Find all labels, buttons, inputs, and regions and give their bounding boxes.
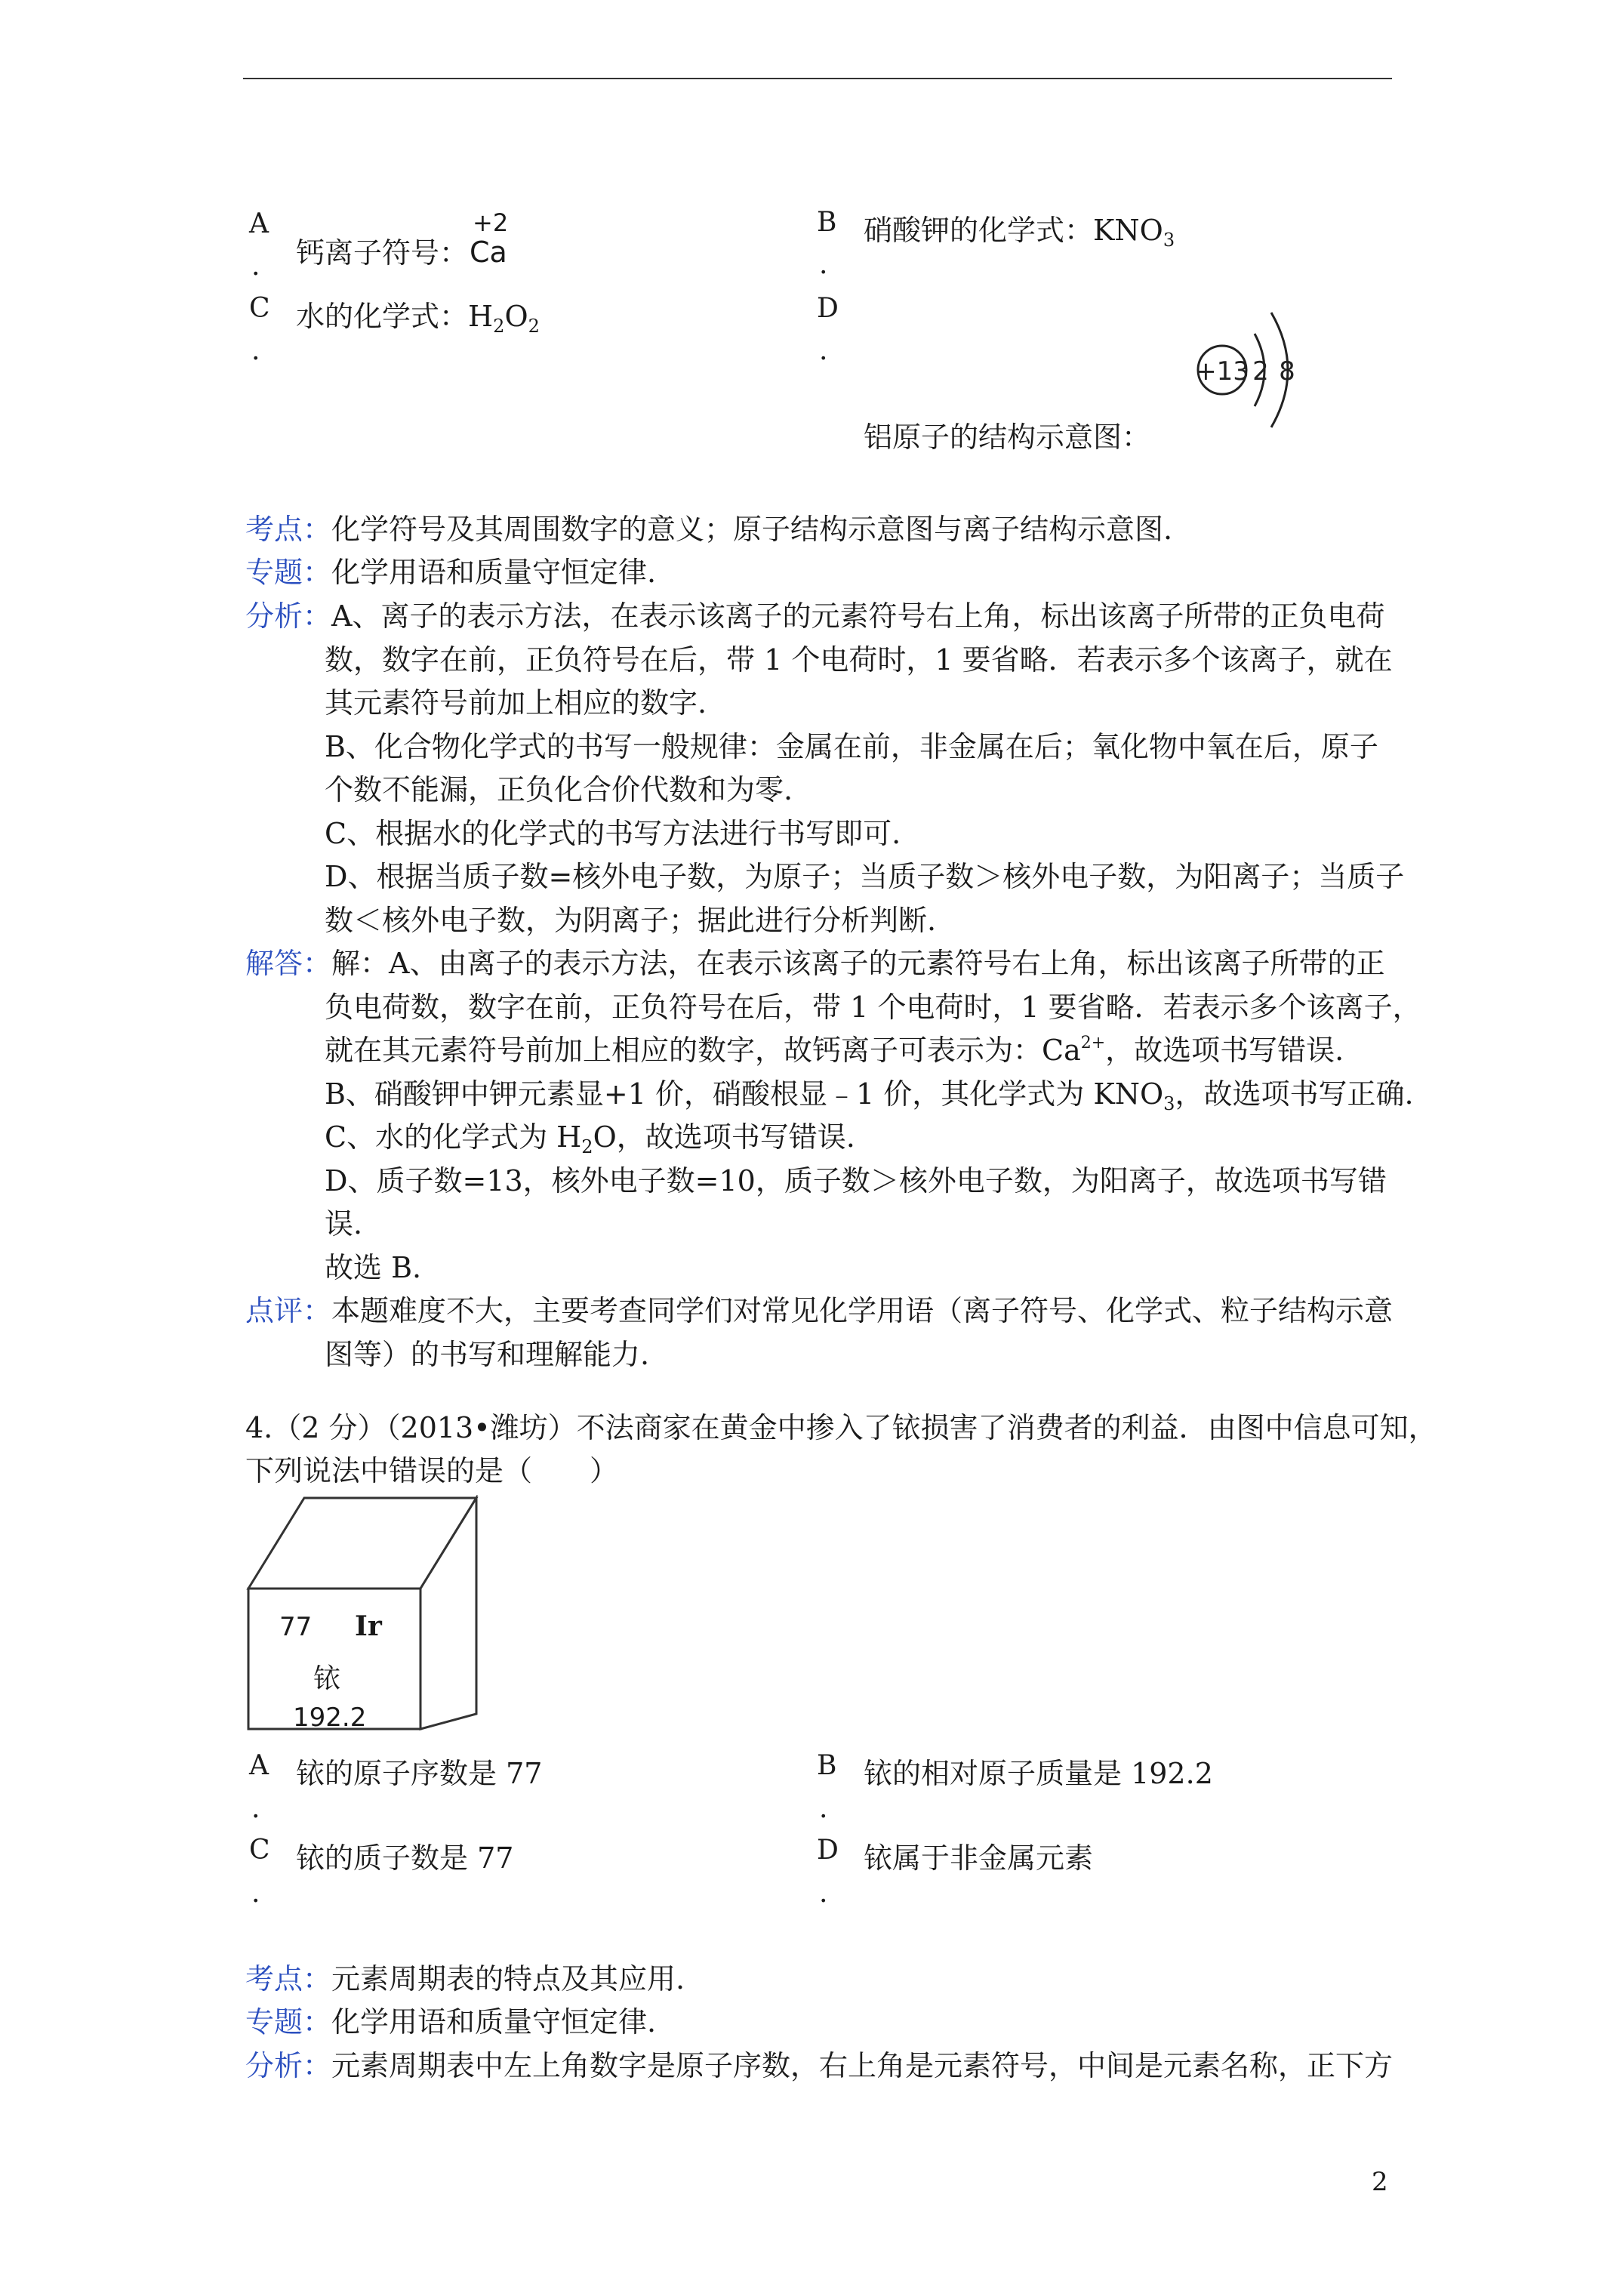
option-c-dot: . (251, 335, 260, 366)
q3-jieda-line-5: C、水的化学式为 $H_2O$，故选项书写错误. (325, 1120, 855, 1157)
q3-jieda-line-2: 负电荷数，数字在前，正负符号在后，带 1 个电荷时，1 要省略．若表示多个该离子， (325, 991, 1421, 1024)
kaodian-label: 考点： (245, 513, 332, 546)
q3-jieda-line-3: 就在其元素符号前加上相应的数字，故钙离子可表示为：$Ca^{2+}$，故选项书写错误. (325, 1034, 1344, 1067)
option-b-dot: . (819, 249, 828, 280)
q4-option-c-text: 铱的质子数是 77 (296, 1841, 514, 1875)
q4-zhuanti-line: 专题：化学用语和质量守恒定律. (245, 2005, 657, 2039)
q3-jieda-line-7: 误. (325, 1207, 363, 1240)
option-a-dot: . (251, 251, 260, 282)
q4-option-d-letter: D (817, 1835, 839, 1866)
element-symbol: Ir (355, 1610, 382, 1642)
header-rule (243, 78, 1392, 79)
q4-zhuanti-label: 专题： (245, 2005, 332, 2039)
q3-jieda-line-6: D、质子数=13，核外电子数=10，质子数＞核外电子数，为阳离子，故选项书写错 (325, 1164, 1387, 1197)
q3-dianping-line-1: 点评：本题难度不大，主要考查同学们对常见化学用语（离子符号、化学式、粒子结构示意 (245, 1294, 1394, 1327)
option-a-symbol: Ca (470, 236, 507, 269)
q4-option-d-text: 铱属于非金属元素 (864, 1841, 1094, 1875)
q4-stem-line-2: 下列说法中错误的是（ ） (245, 1454, 619, 1487)
page-number: 2 (1372, 2167, 1388, 2197)
q4-stem-line-1: 4.（2 分）（2013•潍坊）不法商家在黄金中掺入了铱损害了消费者的利益．由图中信息可知， (245, 1411, 1437, 1444)
option-a-letter: A (249, 208, 269, 239)
q4-option-b-letter: B (817, 1750, 837, 1781)
q4-fenxi-label: 分析： (245, 2049, 332, 2082)
element-number: 77 (279, 1612, 313, 1642)
q3-fenxi-line-2: 数，数字在前，正负符号在后，带 1 个电荷时，1 要省略．若表示多个该离子，就在 (325, 643, 1393, 676)
zhuanti-label: 专题： (245, 556, 332, 589)
q3-fenxi-line-7: D、根据当质子数=核外电子数，为原子；当质子数＞核外电子数，为阳离子；当质子 (325, 860, 1405, 893)
q3-jieda-line-4: B、硝酸钾中钾元素显+1 价，硝酸根显﹣1 价，其化学式为 $KNO_3$，故选项书写正确. (325, 1077, 1414, 1114)
dianping-label: 点评： (245, 1294, 332, 1327)
q3-kaodian-line (245, 506, 1172, 547)
q3-zhuanti-line (245, 549, 656, 590)
q4-option-a-dot: . (251, 1793, 260, 1824)
option-d-dot: . (819, 335, 828, 366)
element-name: 铱 (313, 1663, 341, 1694)
jieda-label: 解答： (245, 947, 332, 980)
q3-jieda-line-1: 解答：解：A、由离子的表示方法，在表示该离子的元素符号右上角，标出该离子所带的正 (245, 947, 1385, 980)
q3-jieda-line-8: 故选 B. (325, 1251, 422, 1284)
element-mass: 192.2 (293, 1703, 367, 1733)
nucleus-charge: +13 (1195, 356, 1249, 387)
fenxi-label: 分析： (245, 599, 332, 633)
q4-fenxi-line: 分析：元素周期表中左上角数字是原子序数，右上角是元素符号，中间是元素名称，正下方 (245, 2049, 1394, 2082)
q4-option-a-letter: A (249, 1750, 269, 1781)
q4-option-d-dot: . (819, 1878, 828, 1909)
q3-dianping-line-2: 图等）的书写和理解能力. (325, 1338, 650, 1371)
option-d-text: 铝原子的结构示意图： (864, 421, 1151, 454)
q4-option-b-dot: . (819, 1793, 828, 1824)
option-d-letter: D (817, 293, 839, 324)
q4-option-b-text: 铱的相对原子质量是 192.2 (864, 1757, 1213, 1790)
q3-fenxi-line-3: 其元素符号前加上相应的数字. (325, 686, 707, 720)
q4-kaodian-line: 考点：元素周期表的特点及其应用. (245, 1962, 685, 1996)
option-b-letter: B (817, 207, 837, 238)
q3-fenxi-line-8: 数＜核外电子数，为阴离子；据此进行分析判断. (325, 904, 937, 937)
q4-option-c-dot: . (251, 1878, 260, 1909)
option-a-text: 钙离子符号： (296, 236, 469, 270)
q3-fenxi-line-5: 个数不能漏，正负化合价代数和为零. (325, 773, 793, 806)
shell-1-electrons: 2 (1252, 356, 1269, 387)
zhuanti-text: 化学用语和质量守恒定律. (331, 556, 657, 589)
q3-fenxi-line-6: C、根据水的化学式的书写方法进行书写即可. (325, 817, 901, 850)
q4-kaodian-label: 考点： (245, 1962, 332, 1996)
option-c-text: 水的化学式：$H_2O_2$ (296, 300, 540, 337)
q4-option-c-letter: C (249, 1835, 270, 1866)
q4-option-a-text: 铱的原子序数是 77 (296, 1757, 543, 1790)
aluminium-atom-diagram (1193, 294, 1298, 445)
q3-fenxi-line-4: B、化合物化学式的书写一般规律：金属在前，非金属在后；氧化物中氧在后，原子 (325, 730, 1378, 763)
kaodian-text: 化学符号及其周围数字的意义；原子结构示意图与离子结构示意图. (331, 513, 1173, 546)
option-b-text: 硝酸钾的化学式：$KNO_3$ (864, 214, 1175, 251)
option-a-charge: +2 (473, 208, 509, 237)
shell-2-electrons: 8 (1279, 356, 1295, 387)
option-c-letter: C (249, 293, 270, 324)
q3-fenxi-line-1: 分析：A、离子的表示方法，在表示该离子的元素符号右上角，标出该离子所带的正负电荷 (245, 599, 1385, 633)
